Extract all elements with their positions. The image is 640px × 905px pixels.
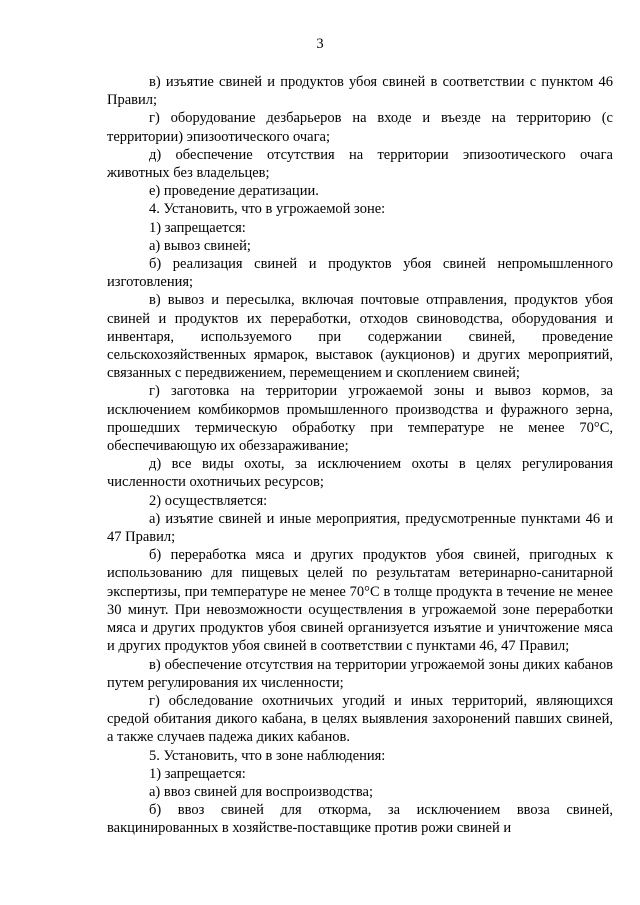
page-number: 3 (316, 36, 324, 52)
paragraph-4-1v: в) вывоз и пересылка, включая почтовые отправления, продуктов убоя свиней и продуктов их переработки, отходов свиноводства, оборудования и инвентаря, используемого при содержании свиней, проведение сельскохозяйственных ярмарок, выставок (аукционов) и других мероприятий, связанных с передвижением, перемещением и скоплением свиней; (107, 292, 613, 382)
paragraph-5-heading: 5. Установить, что в зоне наблюдения: (149, 747, 386, 764)
paragraph-4-1g: г) заготовка на территории угрожаемой зоны и вывоз кормов, за исключением комбикормов промышленного производства и фуражного зерна, прошедших термическую обработку при температуре не менее 70°С, обеспечивающую их обеззараживание; (107, 383, 613, 455)
paragraph-3g: г) оборудование дезбарьеров на входе и въезде на территорию (с территории) эпизоотического очага; (107, 110, 613, 145)
document-body (107, 73, 613, 838)
paragraph-5-1a: а) ввоз свиней для воспроизводства; (149, 783, 374, 800)
paragraph-3d: д) обеспечение отсутствия на территории эпизоотического очага животных без владельцев; (107, 146, 613, 182)
paragraph-4-2g: г) обследование охотничьих угодий и иных территорий, являющихся средой обитания дикого кабана, в целях выявления захоронений павших свиней, а также случаев падежа диких кабанов. (107, 692, 613, 746)
paragraph-4-2v: в) обеспечение отсутствия на территории угрожаемой зоны диких кабанов путем регулирования их численности; (107, 656, 613, 691)
paragraph-4-1-prohibited: 1) запрещается: (149, 219, 246, 236)
paragraph-5-1b: б) ввоз свиней для откорма, за исключением ввоза свиней, вакцинированных в хозяйстве-поставщике против рожи свиней и (107, 802, 613, 837)
paragraph-5-1-prohibited: 1) запрещается: (149, 765, 246, 782)
paragraph-4-1d: д) все виды охоты, за исключением охоты в целях регулирования численности охотничьих ресурсов; (107, 456, 613, 491)
paragraph-4-2b: б) переработка мяса и других продуктов убоя свиней, пригодных к использованию для пищевых целей по результатам ветеринарно-санитарной экспертизы, при температуре не менее 70°С в толще продукта в течение не менее 30 минут. При невозможности осуществления в угрожаемой зоне переработки мяса и других продуктов убоя свиней организуется изъятие и уничтожение мяса и других продуктов убоя свиней в соответствии с пунктами 46, 47 Правил; (107, 547, 613, 655)
paragraph-4-2-carried-out: 2) осуществляется: (149, 492, 268, 509)
paragraph-3e: е) проведение дератизации. (149, 183, 319, 200)
paragraph-4-1a: а) вывоз свиней; (149, 237, 251, 254)
paragraph-4-2a: а) изъятие свиней и иные мероприятия, предусмотренные пунктами 46 и 47 Правил; (107, 510, 613, 546)
paragraph-4-1b: б) реализация свиней и продуктов убоя свиней непромышленного изготовления; (107, 256, 613, 291)
paragraph-4-heading: 4. Установить, что в угрожаемой зоне: (149, 201, 386, 218)
paragraph-3v: в) изъятие свиней и продуктов убоя свиней в соответствии с пунктом 46 Правил; (107, 74, 613, 109)
